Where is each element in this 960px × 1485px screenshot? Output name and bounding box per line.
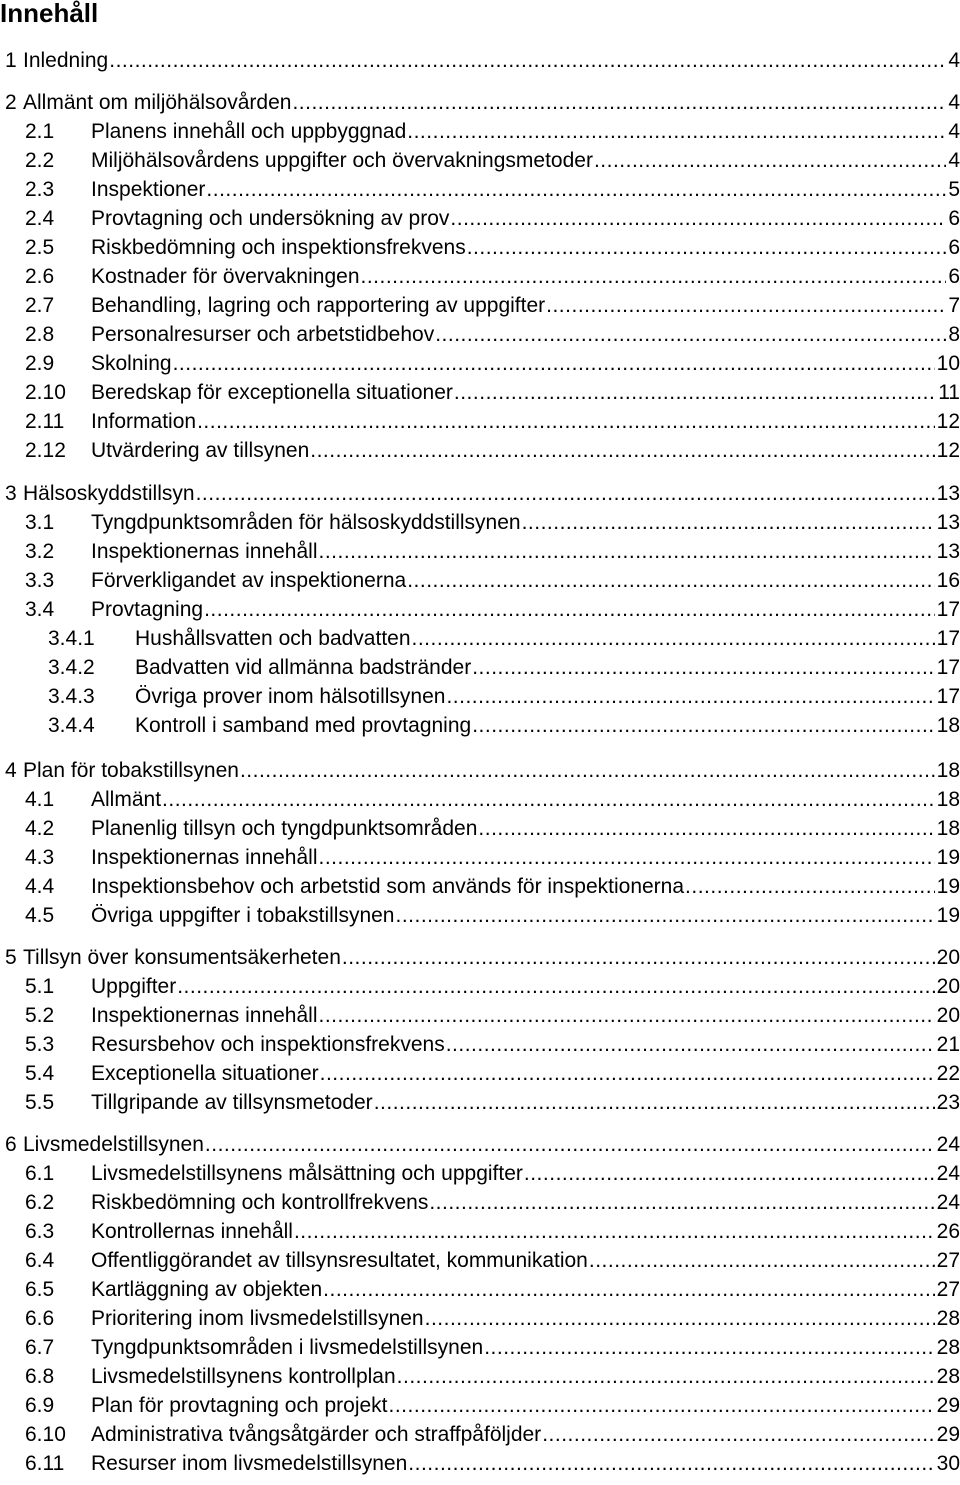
toc-entry-title: Livsmedelstillsynens målsättning och uppgifter (91, 1162, 523, 1185)
toc-entry-number: 3.2 (25, 540, 55, 563)
toc-entry-number: 2.5 (25, 236, 55, 259)
dot-leader (446, 1031, 935, 1059)
toc-entry-title: Tyngdpunktsområden för hälsoskyddstillsynen (91, 511, 521, 534)
dot-leader (407, 118, 946, 146)
toc-entry-title: Offentliggörandet av tillsynsresultatet, kommunikation (91, 1249, 588, 1272)
toc-entry[interactable] (5, 944, 960, 972)
dot-leader (467, 234, 947, 262)
dot-leader (408, 1450, 934, 1478)
toc-entry[interactable] (25, 321, 960, 349)
dot-leader (196, 480, 935, 508)
toc-entry-page: 17 (936, 685, 960, 708)
toc-entry-title: Miljöhälsovårdens uppgifter och övervakningsmetoder (91, 149, 593, 172)
toc-entry[interactable] (25, 234, 960, 262)
toc-entry-number: 4.3 (25, 846, 55, 869)
dot-leader (542, 1421, 934, 1449)
toc-entry-page: 19 (936, 904, 960, 927)
toc-entry-page: 24 (936, 1191, 960, 1214)
toc-entry-number: 2 (5, 91, 17, 114)
toc-entry[interactable] (25, 1247, 960, 1275)
toc-entry[interactable] (25, 292, 960, 320)
toc-entry-number: 6.1 (25, 1162, 55, 1185)
toc-entry-title: Allmänt om miljöhälsovården (23, 91, 292, 114)
toc-entry-number: 2.2 (25, 149, 55, 172)
toc-entry-title: Övriga prover inom hälsotillsynen (135, 685, 446, 708)
toc-entry-title: Plan för tobakstillsynen (23, 759, 239, 782)
toc-entry-page: 20 (936, 975, 960, 998)
toc-entry[interactable] (25, 1160, 960, 1188)
toc-entry-page: 21 (936, 1033, 960, 1056)
dot-leader (320, 1060, 935, 1088)
toc-entry[interactable] (25, 1031, 960, 1059)
dot-leader (197, 408, 935, 436)
toc-entry[interactable] (25, 1002, 960, 1030)
dot-leader (450, 205, 946, 233)
toc-entry[interactable] (5, 1131, 960, 1159)
toc-entry-number: 3.3 (25, 569, 55, 592)
toc-entry-title: Tillgripande av tillsynsmetoder (91, 1091, 373, 1114)
toc-entry-number: 6.5 (25, 1278, 55, 1301)
toc-entry-page: 27 (936, 1278, 960, 1301)
dot-leader (319, 1002, 935, 1030)
toc-entry-page: 18 (936, 759, 960, 782)
toc-entry-number: 4 (5, 759, 17, 782)
toc-entry-number: 2.8 (25, 323, 55, 346)
toc-entry-page: 10 (936, 352, 960, 375)
toc-entry-title: Livsmedelstillsynens kontrollplan (91, 1365, 396, 1388)
toc-entry-title: Uppgifter (91, 975, 177, 998)
dot-leader (546, 292, 946, 320)
toc-entry-title: Administrativa tvångsåtgärder och straffpåföljder (91, 1423, 542, 1446)
toc-entry[interactable] (25, 350, 960, 378)
toc-entry-number: 5.4 (25, 1062, 55, 1085)
toc-entry-page: 13 (936, 540, 960, 563)
toc-entry-title: Hushållsvatten och badvatten (135, 627, 411, 650)
toc-entry-number: 3.4.3 (48, 685, 95, 708)
toc-entry[interactable] (25, 786, 960, 814)
toc-entry-number: 4.5 (25, 904, 55, 927)
dot-leader (342, 944, 935, 972)
toc-entry[interactable] (25, 176, 960, 204)
toc-entry-number: 3.4.4 (48, 714, 95, 737)
toc-entry[interactable] (5, 47, 960, 75)
toc-entry-number: 2.10 (25, 381, 66, 404)
toc-entry-number: 6 (5, 1133, 17, 1156)
toc-entry[interactable] (25, 509, 960, 537)
toc-entry-title: Kontroll i samband med provtagning (135, 714, 472, 737)
toc-entry-number: 2.9 (25, 352, 55, 375)
toc-entry[interactable] (48, 654, 960, 682)
toc-entry-title: Tillsyn över konsumentsäkerheten (23, 946, 341, 969)
toc-entry-page: 24 (936, 1162, 960, 1185)
toc-entry-page: 16 (936, 569, 960, 592)
toc-entry-title: Inspektionernas innehåll (91, 846, 318, 869)
toc-entry[interactable] (25, 147, 960, 175)
dot-leader (319, 844, 935, 872)
toc-entry[interactable] (25, 263, 960, 291)
toc-entry-title: Allmänt (91, 788, 162, 811)
dot-leader (206, 176, 946, 204)
toc-entry-page: 13 (936, 482, 960, 505)
toc-entry-number: 6.7 (25, 1336, 55, 1359)
toc-entry-title: Inspektionernas innehåll (91, 540, 318, 563)
dot-leader (177, 973, 934, 1001)
toc-entry[interactable] (25, 1218, 960, 1246)
dot-leader (524, 1160, 935, 1188)
dot-leader (294, 1218, 935, 1246)
toc-entry[interactable] (25, 902, 960, 930)
toc-entry-title: Beredskap för exceptionella situationer (91, 381, 453, 404)
toc-entry-title: Övriga uppgifter i tobakstillsynen (91, 904, 395, 927)
toc-entry-page: 4 (948, 91, 960, 114)
dot-leader (429, 1189, 934, 1217)
toc-entry-number: 2.4 (25, 207, 55, 230)
toc-entry-page: 30 (936, 1452, 960, 1475)
toc-entry[interactable] (25, 1450, 960, 1478)
toc-entry-page: 12 (936, 439, 960, 462)
toc-entry-number: 6.4 (25, 1249, 55, 1272)
toc-entry-page: 5 (948, 178, 960, 201)
toc-entry-title: Provtagning och undersökning av prov (91, 207, 450, 230)
toc-entry[interactable] (25, 118, 960, 146)
toc-entry-page: 22 (936, 1062, 960, 1085)
toc-entry-number: 2.11 (25, 410, 65, 433)
toc-entry[interactable] (48, 712, 960, 740)
toc-entry-number: 5.5 (25, 1091, 55, 1114)
dot-leader (323, 1276, 934, 1304)
toc-entry-page: 28 (936, 1365, 960, 1388)
toc-entry-page: 20 (936, 1004, 960, 1027)
dot-leader (484, 1334, 934, 1362)
toc-entry-page: 28 (936, 1336, 960, 1359)
toc-entry-title: Resurser inom livsmedelstillsynen (91, 1452, 408, 1475)
toc-entry-title: Information (91, 410, 197, 433)
toc-entry-number: 6.9 (25, 1394, 55, 1417)
dot-leader (292, 89, 946, 117)
toc-entry[interactable] (25, 1392, 960, 1420)
dot-leader (685, 873, 935, 901)
toc-entry[interactable] (25, 1421, 960, 1449)
toc-entry-page: 19 (936, 846, 960, 869)
toc-entry-page: 28 (936, 1307, 960, 1330)
toc-entry-page: 23 (936, 1091, 960, 1114)
toc-entry[interactable] (25, 379, 960, 407)
toc-entry[interactable] (48, 625, 960, 653)
dot-leader (412, 625, 935, 653)
toc-entry-number: 5.3 (25, 1033, 55, 1056)
toc-entry-number: 3.4.2 (48, 656, 95, 679)
toc-entry[interactable] (25, 437, 960, 465)
toc-entry[interactable] (25, 973, 960, 1001)
toc-entry-title: Inledning (23, 49, 109, 72)
toc-entry-title: Riskbedömning och kontrollfrekvens (91, 1191, 429, 1214)
toc-entry-number: 3.4 (25, 598, 55, 621)
toc-entry-title: Prioritering inom livsmedelstillsynen (91, 1307, 424, 1330)
dot-leader (109, 47, 946, 75)
toc-entry[interactable] (25, 1276, 960, 1304)
dot-leader (478, 815, 934, 843)
toc-entry-number: 3.1 (25, 511, 55, 534)
toc-entry-number: 3.4.1 (48, 627, 95, 650)
toc-entry[interactable] (25, 1089, 960, 1117)
toc-entry-page: 17 (936, 598, 960, 621)
toc-entry-page: 4 (948, 149, 960, 172)
dot-leader (204, 596, 935, 624)
toc-entry-page: 18 (936, 788, 960, 811)
toc-entry-page: 4 (948, 49, 960, 72)
toc-entry-number: 6.10 (25, 1423, 66, 1446)
toc-entry-title: Kostnader för övervakningen (91, 265, 360, 288)
toc-entry[interactable] (25, 844, 960, 872)
toc-entry-title: Inspektionernas innehåll (91, 1004, 318, 1027)
toc-entry-title: Behandling, lagring och rapportering av uppgifter (91, 294, 546, 317)
toc-entry-title: Kartläggning av objekten (91, 1278, 323, 1301)
toc-entry-page: 24 (936, 1133, 960, 1156)
toc-entry-page: 19 (936, 875, 960, 898)
toc-entry-number: 2.6 (25, 265, 55, 288)
toc-entry-page: 6 (948, 236, 960, 259)
toc-entry-page: 27 (936, 1249, 960, 1272)
toc-entry[interactable] (5, 757, 960, 785)
toc-entry-number: 2.3 (25, 178, 55, 201)
dot-leader (472, 654, 934, 682)
toc-entry-title: Provtagning (91, 598, 204, 621)
toc-entry-page: 18 (936, 817, 960, 840)
toc-entry-number: 5.1 (25, 975, 55, 998)
dot-leader (425, 1305, 935, 1333)
dot-leader (162, 786, 935, 814)
toc-entry-page: 7 (948, 294, 960, 317)
toc-entry-title: Förverkligandet av inspektionerna (91, 569, 407, 592)
toc-entry[interactable] (25, 1363, 960, 1391)
toc-entry-page: 26 (936, 1220, 960, 1243)
toc-entry[interactable] (25, 205, 960, 233)
toc-entry-title: Tyngdpunktsområden i livsmedelstillsynen (91, 1336, 484, 1359)
dot-leader (396, 902, 935, 930)
toc-entry-number: 5 (5, 946, 17, 969)
toc-entry-title: Skolning (91, 352, 172, 375)
toc-entry-title: Resursbehov och inspektionsfrekvens (91, 1033, 445, 1056)
toc-entry[interactable] (25, 1334, 960, 1362)
dot-leader (374, 1089, 935, 1117)
toc-entry-page: 29 (936, 1394, 960, 1417)
toc-entry-title: Utvärdering av tillsynen (91, 439, 310, 462)
toc-entry-title: Riskbedömning och inspektionsfrekvens (91, 236, 466, 259)
toc-entry-page: 29 (936, 1423, 960, 1446)
toc-entry-number: 1 (5, 49, 17, 72)
dot-leader (310, 437, 934, 465)
toc-entry[interactable] (25, 1189, 960, 1217)
toc-entry-page: 12 (936, 410, 960, 433)
toc-entry-number: 4.1 (25, 788, 55, 811)
toc-entry-page: 6 (948, 265, 960, 288)
toc-entry-page: 11 (938, 381, 960, 404)
toc-entry-title: Exceptionella situationer (91, 1062, 319, 1085)
toc-entry-page: 8 (948, 323, 960, 346)
toc-entry[interactable] (25, 815, 960, 843)
toc-entry[interactable] (25, 596, 960, 624)
toc-entry[interactable] (25, 408, 960, 436)
toc-entry-title: Planens innehåll och uppbyggnad (91, 120, 407, 143)
toc-entry-number: 3 (5, 482, 17, 505)
toc-entry-number: 4.4 (25, 875, 55, 898)
toc-entry[interactable] (25, 1060, 960, 1088)
dot-leader (446, 683, 934, 711)
toc-entry-page: 6 (948, 207, 960, 230)
toc-entry-number: 5.2 (25, 1004, 55, 1027)
dot-leader (205, 1131, 935, 1159)
dot-leader (240, 757, 935, 785)
toc-entry-number: 6.11 (25, 1452, 65, 1475)
dot-leader (435, 321, 946, 349)
toc-entry-title: Livsmedelstillsynen (23, 1133, 204, 1156)
toc-entry-number: 6.2 (25, 1191, 55, 1214)
dot-leader (472, 712, 934, 740)
dot-leader (389, 1392, 935, 1420)
toc-entry-title: Planenlig tillsyn och tyngdpunktsområden (91, 817, 478, 840)
dot-leader (454, 379, 936, 407)
toc-entry-number: 6.8 (25, 1365, 55, 1388)
toc-entry-title: Plan för provtagning och projekt (91, 1394, 388, 1417)
toc-entry-number: 2.1 (25, 120, 55, 143)
toc-entry-page: 20 (936, 946, 960, 969)
toc-entry-number: 6.6 (25, 1307, 55, 1330)
toc-entry-page: 13 (936, 511, 960, 534)
toc-entry[interactable] (25, 538, 960, 566)
toc-entry[interactable] (5, 89, 960, 117)
toc-entry[interactable] (5, 480, 960, 508)
toc-entry-page: 17 (936, 627, 960, 650)
toc-entry-number: 6.3 (25, 1220, 55, 1243)
toc-entry-number: 4.2 (25, 817, 55, 840)
dot-leader (522, 509, 935, 537)
toc-entry-number: 2.7 (25, 294, 55, 317)
toc-entry-title: Hälsoskyddstillsyn (23, 482, 195, 505)
dot-leader (397, 1363, 935, 1391)
toc-entry-page: 18 (936, 714, 960, 737)
toc-entry-title: Inspektioner (91, 178, 206, 201)
toc-entry[interactable] (25, 567, 960, 595)
page-title: Innehåll (0, 0, 99, 28)
toc-entry[interactable] (25, 1305, 960, 1333)
dot-leader (319, 538, 935, 566)
toc-entry-page: 17 (936, 656, 960, 679)
toc-entry[interactable] (25, 873, 960, 901)
toc-entry-title: Personalresurser och arbetstidbehov (91, 323, 435, 346)
toc-entry-number: 2.12 (25, 439, 66, 462)
toc-entry-title: Inspektionsbehov och arbetstid som används för inspektionerna (91, 875, 685, 898)
dot-leader (361, 263, 947, 291)
dot-leader (589, 1247, 935, 1275)
dot-leader (407, 567, 934, 595)
dot-leader (594, 147, 946, 175)
toc-entry-title: Kontrollernas innehåll (91, 1220, 293, 1243)
toc-entry-title: Badvatten vid allmänna badstränder (135, 656, 472, 679)
toc-entry-page: 4 (948, 120, 960, 143)
toc-entry[interactable] (48, 683, 960, 711)
dot-leader (173, 350, 935, 378)
